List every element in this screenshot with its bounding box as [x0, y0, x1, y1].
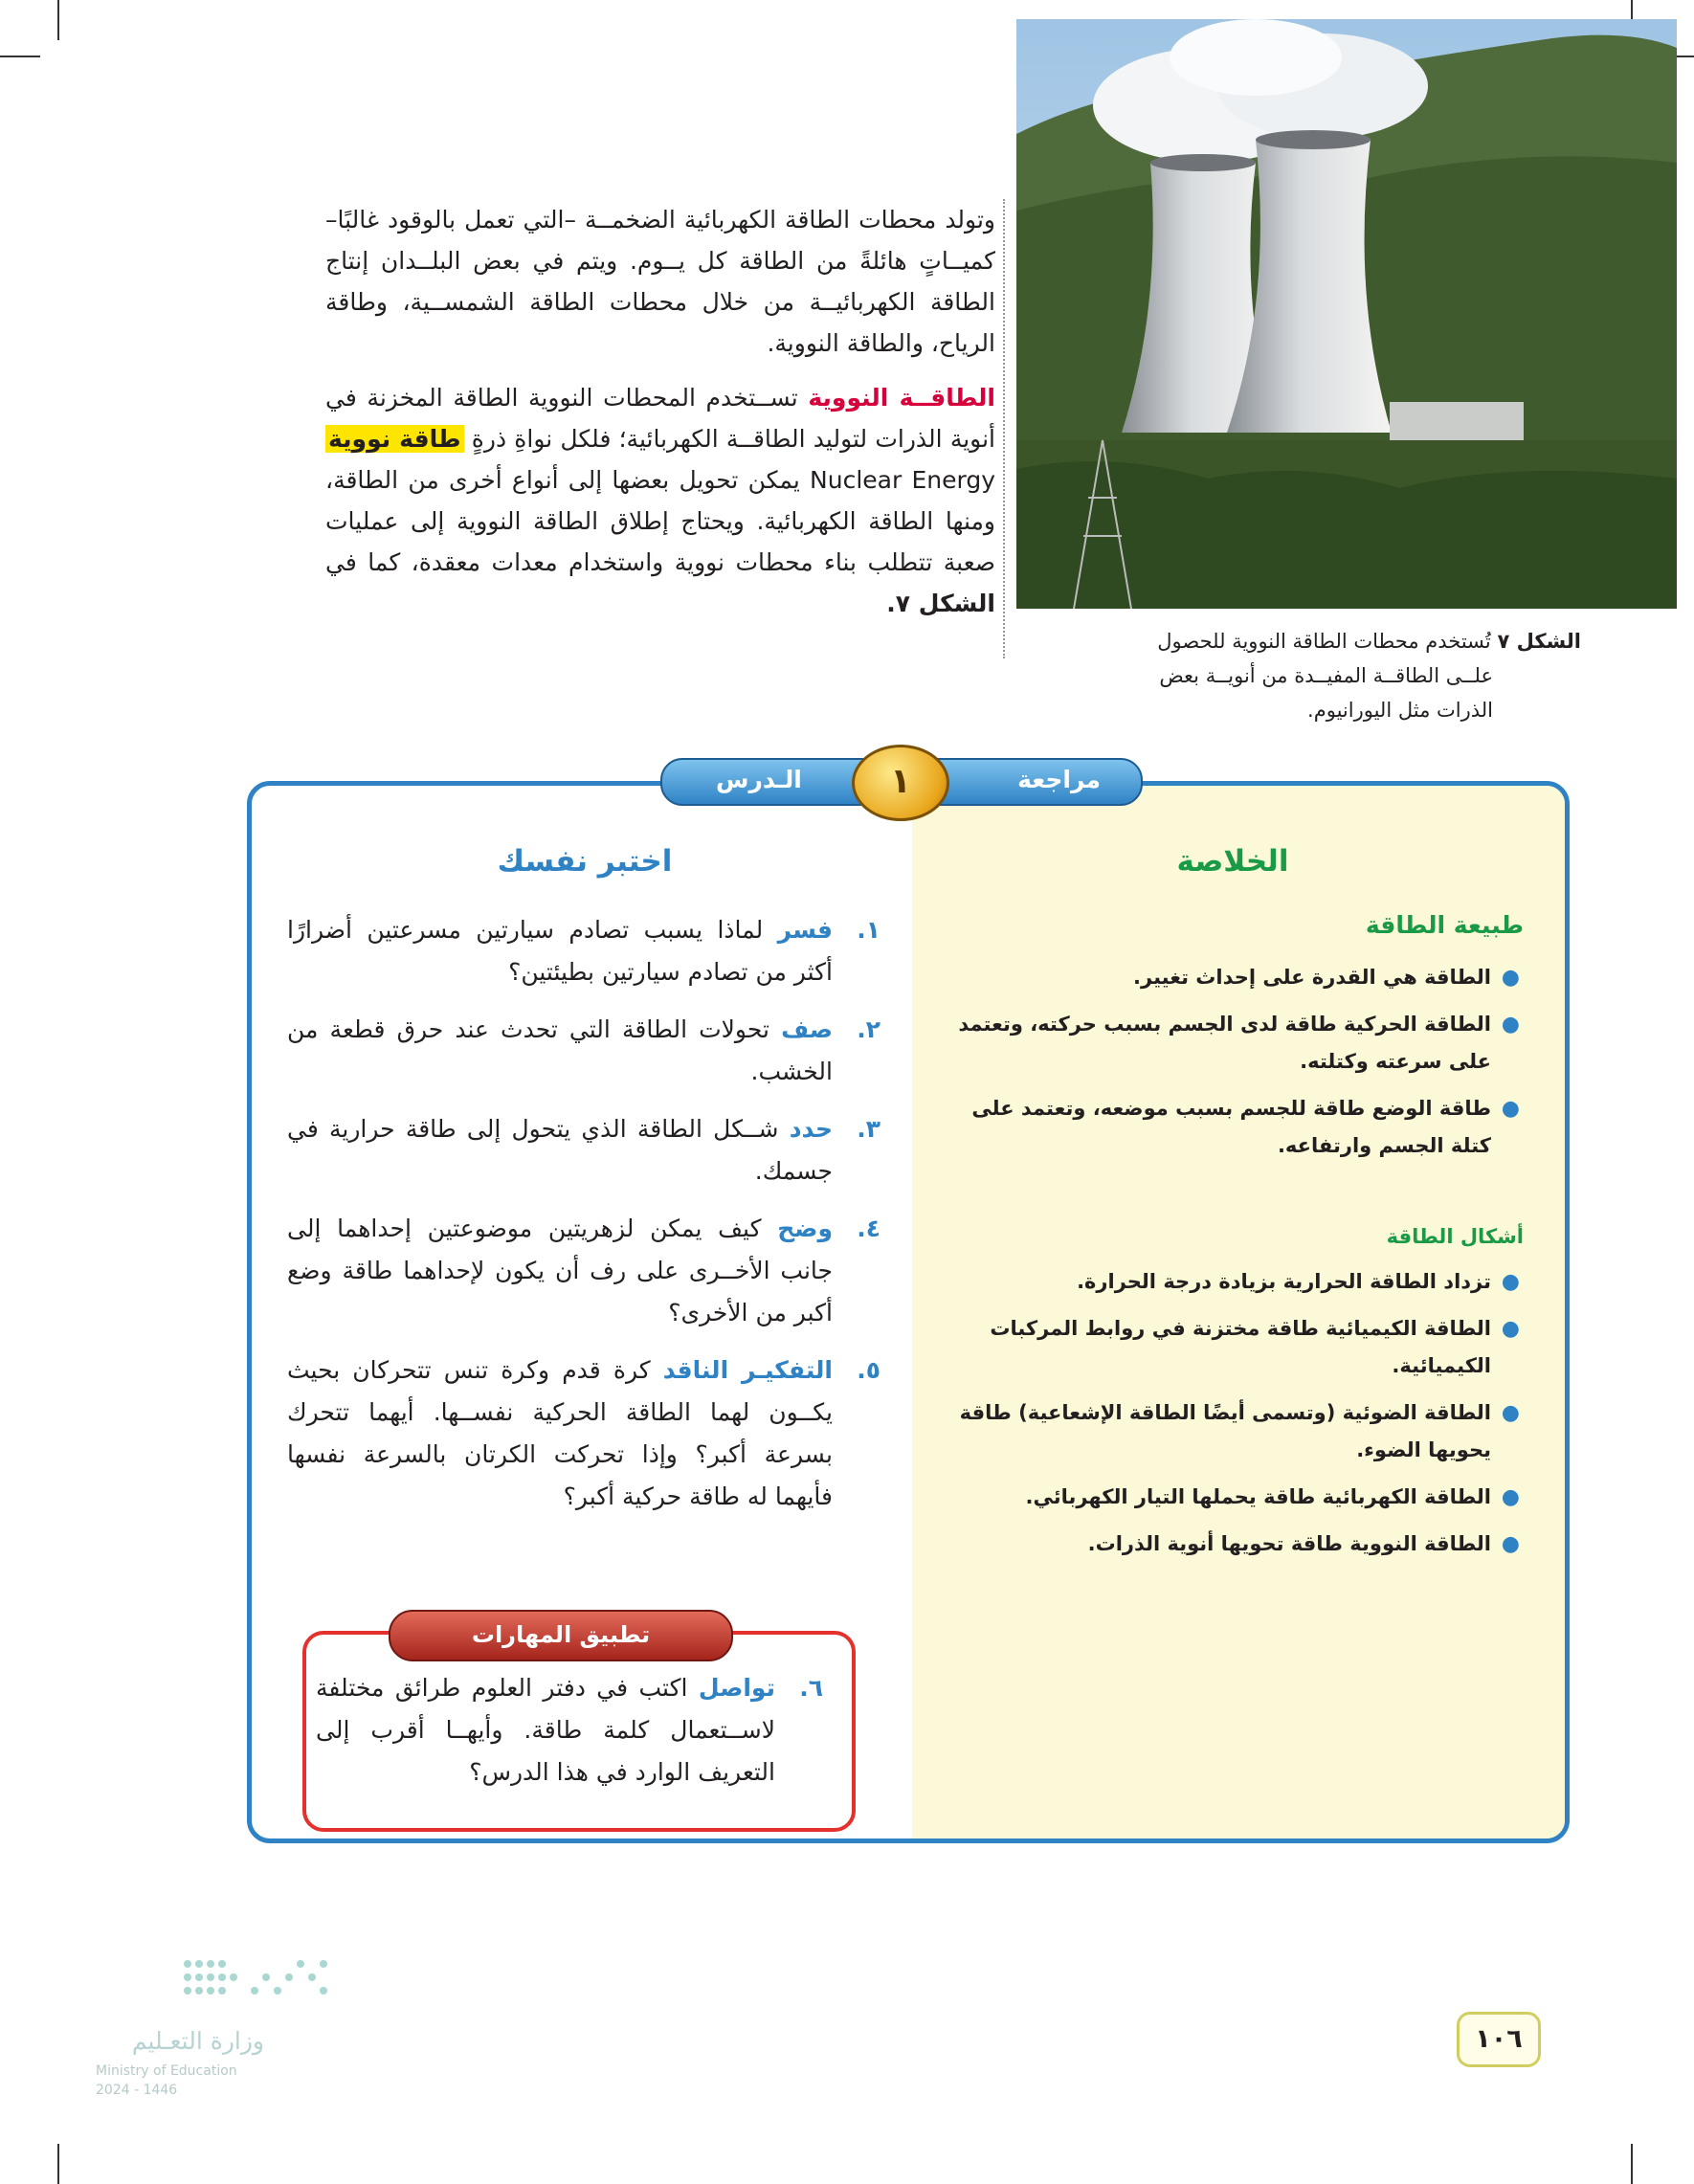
intro-paragraph-1: وتولد محطات الطاقة الكهربائية الضخمــة –التي تعمل بالوقود غالبًا– كميــاتٍ هائلةً من الطاقة كل يــوم. ويتم في بعض البلــدان إنتاج الطاقة الكهربائيــة من خلال محطات الطاقة الشمســية، وطاقة الرياح، والطاقة النووية.	[325, 206, 995, 357]
edition-year: 2024 - 1446	[96, 2083, 178, 2098]
page-number: ١٠٦	[1457, 2012, 1541, 2067]
question-item: ٣. حدد شــكل الطاقة الذي يتحول إلى طاقة حرارية في جسمك.	[287, 1115, 880, 1185]
test-yourself-title: اختبر نفسك	[497, 844, 673, 879]
cooling-towers-photo	[1016, 19, 1677, 609]
lesson-review-banner	[660, 745, 1139, 812]
summary-item: ● الطاقة الكيميائية طاقة مختزنة في روابط المركبات الكيميائية.	[990, 1317, 1520, 1377]
figure-caption	[1045, 624, 1581, 727]
summary-item: ● طاقة الوضع طاقة للجسم بسبب موضعه، وتعتمد على كتلة الجسم وارتفاعه.	[971, 1097, 1520, 1157]
question-item: ٢. صف تحولات الطاقة التي تحدث عند حرق قطعة من الخشب.	[287, 1015, 880, 1085]
key-term: الطاقــة النووية	[808, 384, 995, 412]
ministry-logo	[92, 1952, 341, 2106]
apply-skills-title: تطبيق المهارات	[389, 1610, 733, 1661]
highlighted-term: طاقة نووية	[325, 425, 464, 453]
intro-text	[325, 199, 995, 637]
ministry-name-en: Ministry of Education	[96, 2063, 237, 2079]
intro-paragraph-2	[325, 377, 995, 624]
ministry-dots-icon	[92, 1952, 341, 2019]
lesson-number-badge: ١	[852, 745, 949, 821]
dotted-divider	[1003, 199, 1005, 658]
summary-item: ● الطاقة هي القدرة على إحداث تغيير.	[1133, 966, 1520, 990]
caption-line: الذرات مثل اليورانيوم.	[1307, 699, 1493, 722]
summary-item: ● تزداد الطاقة الحرارية بزيادة درجة الحرارة.	[1077, 1270, 1520, 1294]
english-term: Nuclear Energy	[810, 466, 995, 494]
question-item: ٦. تواصل اكتب في دفتر العلوم طرائق مختلفة لاســتعمال كلمة طاقة. وأيهــا أقرب إلى التعريف الوارد في هذا الدرس؟	[316, 1674, 823, 1786]
crop-mark	[0, 56, 40, 57]
caption-line: علــى الطاقــة المفيــدة من أنويــة بعض	[1159, 664, 1493, 687]
question-item: ٤. وضح كيف يمكن لزهريتين موضوعتين إحداهما إلى جانب الأخــرى على رف أن يكون لإحداهما طاقة وضع أكبر من الأخرى؟	[287, 1215, 880, 1326]
summary-section-nature: طبيعة الطاقة	[1365, 911, 1524, 939]
question-item: ١. فسر لماذا يسبب تصادم سيارتين مسرعتين أضرارًا أكثر من تصادم سيارتين بطيئتين؟	[287, 916, 880, 986]
banner-review-label: مراجعة	[1017, 766, 1101, 793]
summary-section-forms: أشكال الطاقة	[1386, 1225, 1524, 1248]
figure-label: الشكل ٧	[1497, 630, 1581, 653]
summary-list-forms	[930, 1263, 1524, 1572]
summary-list-nature	[930, 959, 1524, 1174]
banner-lesson-label: الـدرس	[716, 766, 802, 793]
summary-item: ● الطاقة الحركية طاقة لدى الجسم بسبب حركته، وتعتمد على سرعته وكتلته.	[958, 1013, 1520, 1073]
question-item: ٥. التفكيـر الناقد كرة قدم وكرة تنس تتحركان بحيث يكــون لهما الطاقة الحركية نفســها. أيهما تتحرك بسرعة أكبر؟ وإذا تحركت الكرتان بالسرعة نفسها فأيهما له طاقة حركية أكبر؟	[287, 1356, 880, 1510]
crop-mark	[57, 0, 59, 40]
figure-reference: الشكل ٧.	[886, 590, 995, 617]
summary-item: ● الطاقة الكهربائية طاقة يحملها التيار الكهربائي.	[1025, 1485, 1520, 1509]
summary-title: الخلاصة	[1176, 844, 1289, 879]
skills-questions	[316, 1667, 823, 1809]
intro-text-span: يمكن تحويل بعضها إلى أنواع أخرى من الطاقة، ومنها الطاقة الكهربائية. ويحتاج إطلاق الطاقة النووية إلى عمليات صعبة تتطلب بناء محطات نووية واستخدام معدات معقدة، كما في	[325, 466, 995, 576]
crop-mark	[57, 2144, 59, 2184]
intro-text-span: تســتخدم المحطات النووية الطاقة المخزنة في أنوية الذرات لتوليد الطاقــة الكهربائية؛ فلكل نواةِ ذرةٍ	[325, 384, 995, 453]
crop-mark	[1631, 2144, 1633, 2184]
test-questions	[287, 909, 880, 1533]
summary-item: ● الطاقة الضوئية (وتسمى أيضًا الطاقة الإشعاعية) طاقة يحويها الضوء.	[959, 1401, 1520, 1461]
caption-line: تُستخدم محطات الطاقة النووية للحصول	[1157, 630, 1491, 653]
ministry-name-ar: وزارة التعـليم	[131, 2027, 264, 2055]
summary-item: ● الطاقة النووية طاقة تحويها أنوية الذرات.	[1087, 1532, 1520, 1556]
